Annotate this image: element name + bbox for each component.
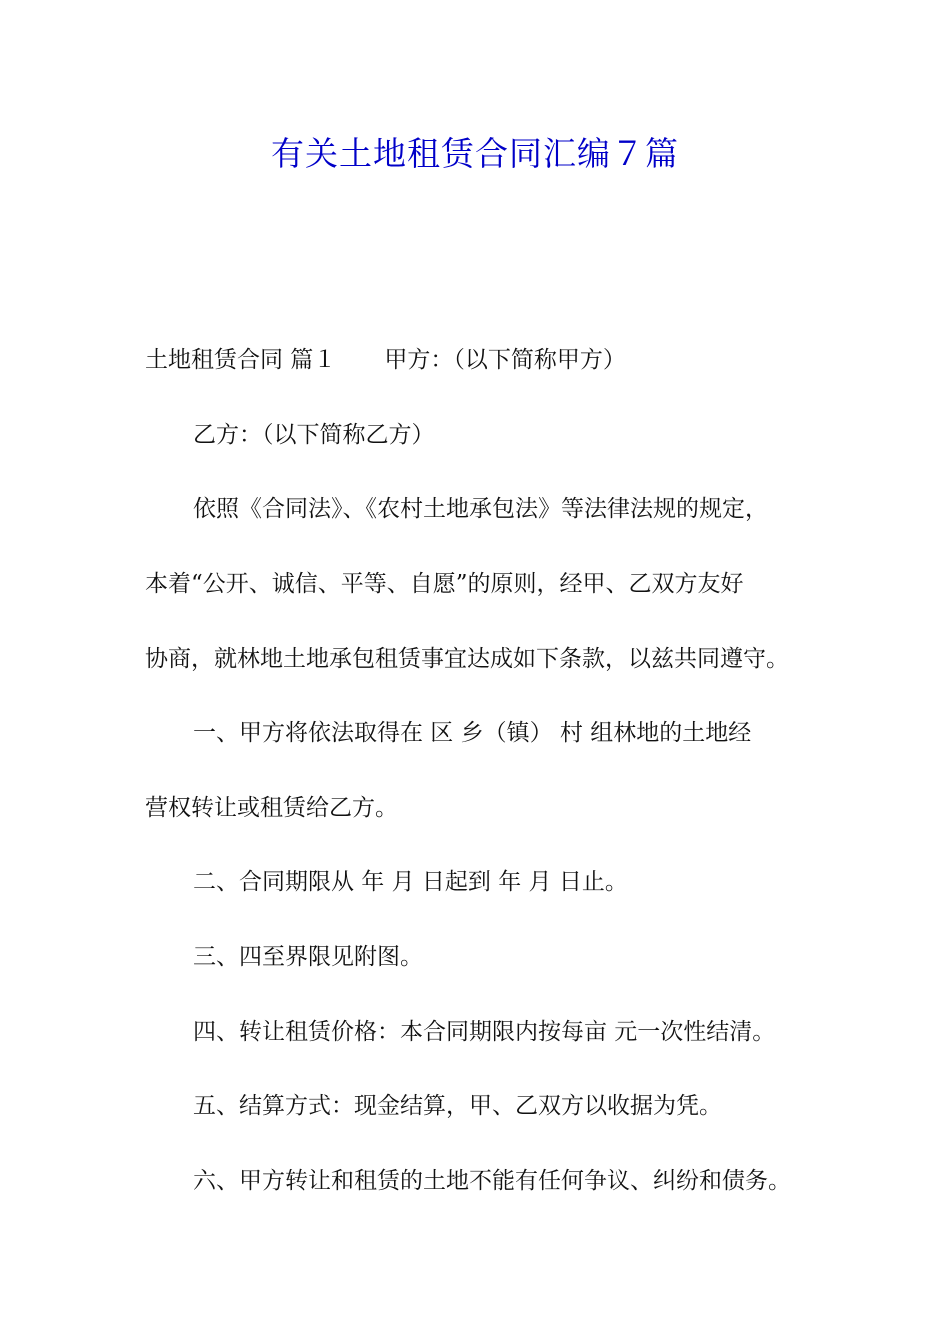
paragraph-section-heading	[145, 345, 825, 375]
clause-2-line: 二、合同期限从 年 月 日起到 年 月 日止。	[193, 869, 628, 895]
party-a-line: 甲方：（以下简称甲方）	[384, 347, 626, 373]
paragraph-line: 本着“公开、诚信、平等、自愿”的原则，经甲、乙双方友好	[145, 571, 744, 597]
clause-1-line: 一、甲方将依法取得在 区 乡（镇） 村 组林地的土地经	[193, 720, 752, 746]
paragraph-line: 协商，就林地土地承包租赁事宜达成如下条款，以兹共同遵守。	[145, 646, 789, 672]
paragraph-line: 依照《合同法》、《农村土地承包法》等法律法规的规定，	[193, 496, 768, 522]
clause-3-line: 三、四至界限见附图。	[193, 944, 423, 970]
clause-6-line: 六、甲方转让和租赁的土地不能有任何争议、纠纷和债务。	[193, 1168, 791, 1194]
clause-5-line: 五、结算方式：现金结算，甲、乙双方以收据为凭。	[193, 1093, 722, 1119]
document-title: 有关土地租赁合同汇编７篇	[271, 134, 679, 173]
section-heading: 土地租赁合同 篇１	[145, 347, 337, 373]
clause-4-line: 四、转让租赁价格：本合同期限内按每亩 元一次性结清。	[193, 1019, 776, 1045]
party-b-line: 乙方：（以下简称乙方）	[193, 422, 435, 448]
clause-1-continuation: 营权转让或租赁给乙方。	[145, 795, 398, 821]
